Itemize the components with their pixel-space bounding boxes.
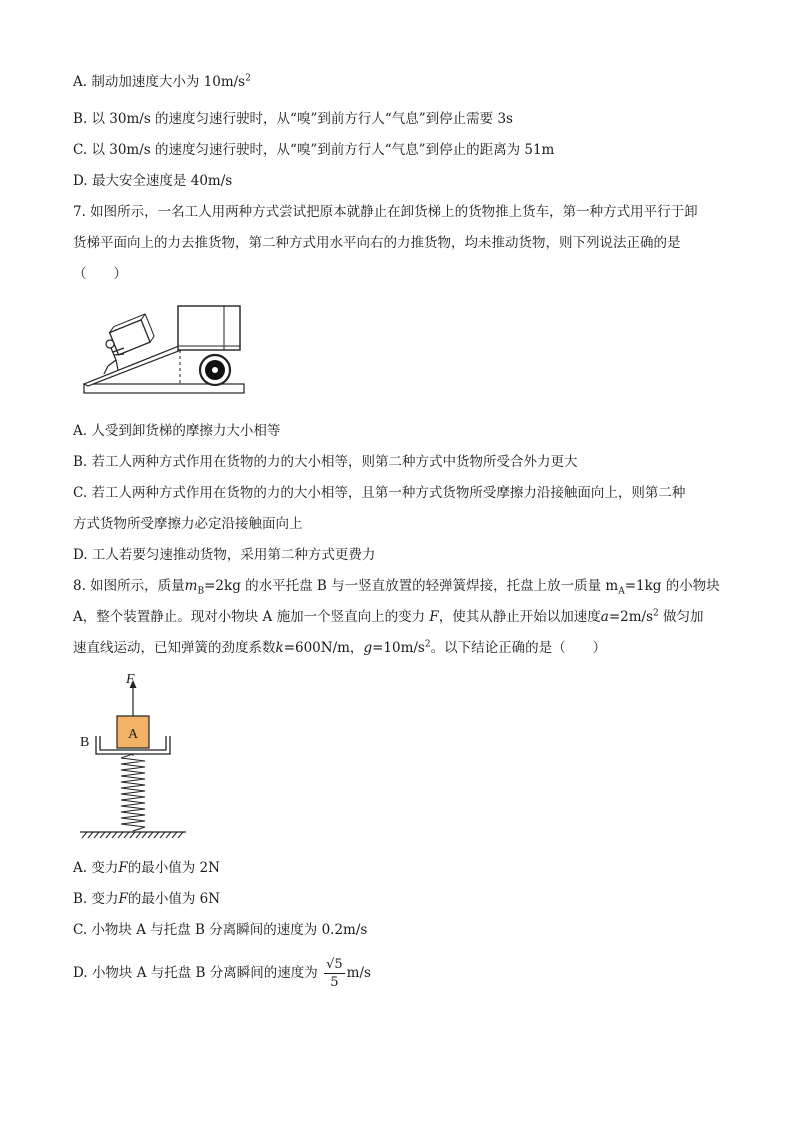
symbol-f: F (118, 860, 128, 876)
symbol-f: F (118, 891, 128, 907)
option-label: D. (73, 547, 88, 563)
tray-label: B (80, 735, 90, 750)
q8-option-d (73, 956, 371, 991)
q8-stem-line3 (73, 638, 606, 658)
unit: m/s (346, 965, 371, 981)
symbol-k: k (275, 640, 284, 656)
option-label: C. (73, 922, 88, 938)
q7-option-c-line2: 方式货物所受摩擦力必定沿接触面向上 (73, 516, 303, 532)
q7-option-c-line1 (73, 483, 685, 503)
option-text: 人受到卸货梯的摩擦力大小相等 (91, 423, 281, 439)
option-label: D. (73, 173, 88, 189)
option-text: 以 30m/s 的速度匀速行驶时，从“嗅”到前方行人“气息”到停止的距离为 51m (91, 142, 555, 158)
option-text: 的最小值为 6N (127, 891, 221, 907)
fraction-denominator: 5 (330, 975, 339, 990)
option-label: B. (73, 454, 88, 470)
q8-stem-line2 (73, 607, 704, 627)
option-text: 若工人两种方式作用在货物的力的大小相等，则第二种方式中货物所受合外力更大 (91, 454, 578, 470)
fraction (324, 956, 345, 991)
stem-text: =600N/m， (283, 640, 364, 656)
option-text: 最大安全速度是 40m/s (91, 173, 233, 189)
option-text: 制动加速度大小为 10m/s (91, 74, 246, 90)
option-text: 若工人两种方式作用在货物的力的大小相等，且第一种方式货物所受摩擦力沿接触面向上，则第二种 (91, 485, 686, 501)
subscript-a: A (618, 586, 625, 597)
q7-stem-line3: （ ） (73, 266, 127, 282)
stem-text: =2m/s (608, 609, 654, 625)
option-label: C. (73, 485, 88, 501)
option-label: A. (73, 860, 88, 876)
q7-stem-line2: 货梯平面向上的力去推货物，第二种方式用水平向右的力推货物，均未推动货物，则下列说法正确的是 (73, 235, 681, 251)
option-label: D. (73, 965, 88, 981)
stem-text: 8. 如图所示，质量 (73, 578, 185, 594)
option-label: A. (73, 423, 88, 439)
q6-option-a (73, 72, 251, 92)
q6-option-b (73, 109, 513, 129)
q7-option-d (73, 545, 375, 565)
q8-option-c (73, 920, 367, 940)
q8-figure-spring-tray (74, 668, 214, 844)
exponent: 2 (424, 639, 431, 650)
option-label: A. (73, 74, 88, 90)
subscript-b: B (197, 586, 205, 597)
q7-option-a (73, 421, 280, 441)
q7-figure-ramp-truck (74, 298, 254, 402)
q6-option-d (73, 171, 232, 191)
symbol-g: g (363, 640, 373, 656)
stem-text: A，整个装置静止。现对小物块 A 施加一个竖直向上的变力 (73, 609, 426, 625)
option-text: 工人若要匀速推动货物，采用第二种方式更费力 (91, 547, 376, 563)
q8-option-a (73, 858, 220, 878)
stem-text: =2kg 的水平托盘 B 与一竖直放置的轻弹簧焊接，托盘上放一质量 m (204, 578, 619, 594)
q7-stem-line1: 7. 如图所示，一名工人用两种方式尝试把原本就静止在卸货梯上的货物推上货车，第一种方式用平行于卸 (73, 204, 698, 220)
fraction-numerator: √5 (326, 957, 343, 972)
option-text: 变力 (91, 891, 119, 907)
stem-text: 。以下结论正确的是（ ） (430, 640, 607, 656)
symbol-m: m (184, 578, 198, 594)
stem-text: 速直线运动，已知弹簧的劲度系数 (73, 640, 276, 656)
stem-text: ，使其从静止开始以加速度 (438, 609, 601, 625)
option-text: 以 30m/s 的速度匀速行驶时，从“嗅”到前方行人“气息”到停止需要 3s (91, 111, 513, 127)
option-text: 变力 (91, 860, 119, 876)
option-label: B. (73, 111, 88, 127)
option-text: 的最小值为 2N (127, 860, 220, 876)
q8-option-b (73, 889, 220, 909)
stem-text: =10m/s (372, 640, 425, 656)
force-label: F (126, 672, 135, 687)
option-label: B. (73, 891, 88, 907)
exponent: 2 (653, 608, 659, 619)
stem-text: 做匀加 (658, 609, 704, 625)
q7-option-b (73, 452, 578, 472)
q8-stem-line1 (73, 576, 720, 596)
option-text: 小物块 A 与托盘 B 分离瞬间的速度为 0.2m/s (91, 922, 368, 938)
option-label: C. (73, 142, 88, 158)
symbol-a: a (600, 609, 609, 625)
stem-text: =1kg 的小物块 (624, 578, 720, 594)
block-label: A (127, 727, 139, 742)
option-text: 小物块 A 与托盘 B 分离瞬间的速度为 (91, 965, 318, 981)
q6-option-c (73, 140, 554, 160)
symbol-f: F (429, 609, 439, 625)
exponent: 2 (245, 73, 251, 84)
